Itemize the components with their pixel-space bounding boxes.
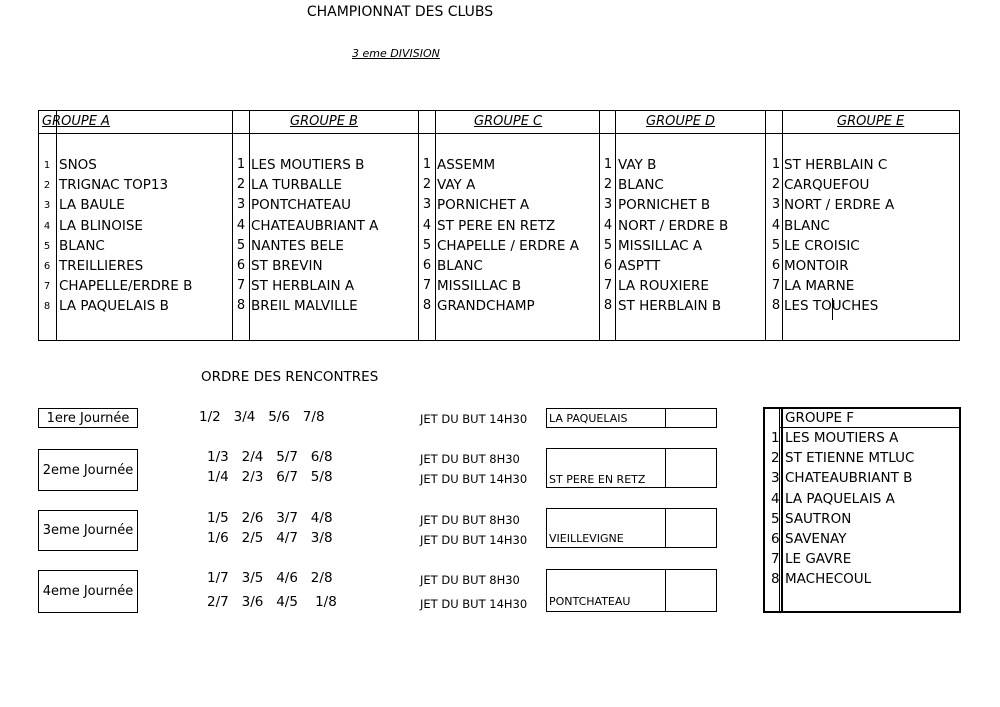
groupe-f-rank: 8 <box>771 571 780 588</box>
team-rank: 4 <box>422 217 432 233</box>
groupe-f-team: LE GAVRE <box>785 551 852 568</box>
team-name: ST HERBLAIN A <box>251 278 355 295</box>
group-header: GROUPE C <box>474 114 543 129</box>
journee-label: 4eme Journée <box>38 570 138 613</box>
team-name: LES TOUCHES <box>784 298 879 315</box>
team-name: CHATEAUBRIANT A <box>251 217 379 234</box>
groupe-f-divider <box>781 409 783 611</box>
journee-label: 2eme Journée <box>38 449 138 491</box>
text-cursor <box>832 298 833 320</box>
team-rank: 2 <box>422 177 432 193</box>
team-rank: 7 <box>43 281 51 293</box>
match-pairings: 1/7 3/5 4/6 2/8 <box>207 570 333 586</box>
groupe-f-rank: 6 <box>771 531 780 547</box>
journee-label: 1ere Journée <box>38 408 138 428</box>
team-rank: 4 <box>43 220 51 232</box>
venue-box-divider <box>665 509 666 547</box>
jet-du-but-time: JET DU BUT 14H30 <box>420 412 528 426</box>
groupe-f-rank: 5 <box>771 510 780 527</box>
groupe-f-team: LES MOUTIERS A <box>785 430 899 446</box>
groupe-f-title: GROUPE F <box>785 410 855 426</box>
venue-name: ST PERE EN RETZ <box>549 473 646 486</box>
team-rank: 7 <box>771 278 781 294</box>
jet-du-but-time: JET DU BUT 8H30 <box>420 573 520 587</box>
team-name: ST HERBLAIN B <box>618 298 722 315</box>
venue-box-divider <box>665 449 666 487</box>
groupe-f-team: CHATEAUBRIANT B <box>785 470 913 487</box>
team-name: GRANDCHAMP <box>437 298 535 315</box>
team-rank: 7 <box>603 278 613 294</box>
venue-name: LA PAQUELAIS <box>549 412 628 425</box>
team-rank: 7 <box>422 278 432 294</box>
team-rank: 4 <box>603 217 613 233</box>
group-separator <box>765 111 766 340</box>
groupe-f-team: SAUTRON <box>785 510 852 527</box>
venue-name: PONTCHATEAU <box>549 595 631 608</box>
team-rank: 1 <box>422 157 432 172</box>
groupe-f-rank: 7 <box>771 551 780 568</box>
number-column-divider <box>615 111 616 340</box>
team-rank: 7 <box>236 278 246 294</box>
team-name: LA MARNE <box>784 278 855 295</box>
team-rank: 3 <box>43 200 51 212</box>
groupe-f-table <box>763 407 961 613</box>
match-pairings: 1/4 2/3 6/7 5/8 <box>207 469 333 485</box>
match-pairings: 2/7 3/6 4/5 1/8 <box>207 594 337 610</box>
jet-du-but-time: JET DU BUT 8H30 <box>420 452 520 466</box>
groupe-f-team: LA PAQUELAIS A <box>785 490 895 507</box>
groupe-f-rank: 1 <box>771 430 780 446</box>
team-name: CHAPELLE / ERDRE A <box>437 237 579 254</box>
team-rank: 1 <box>236 157 246 172</box>
team-rank: 4 <box>771 217 781 233</box>
team-rank: 8 <box>422 298 432 314</box>
team-rank: 8 <box>771 298 781 314</box>
team-rank: 2 <box>603 177 613 193</box>
match-pairings: 1/5 2/6 3/7 4/8 <box>207 510 333 526</box>
team-rank: 6 <box>422 258 432 273</box>
team-rank: 5 <box>43 240 51 252</box>
team-rank: 4 <box>236 217 246 233</box>
team-rank: 5 <box>422 237 432 253</box>
team-name: LES MOUTIERS B <box>251 157 365 173</box>
group-separator <box>418 111 419 340</box>
groupe-f-header-divider <box>779 427 959 428</box>
jet-du-but-time: JET DU BUT 8H30 <box>420 513 520 527</box>
team-rank: 5 <box>603 237 613 253</box>
team-rank: 3 <box>236 197 246 213</box>
team-name: NANTES BELE <box>251 237 344 254</box>
team-rank: 6 <box>603 258 613 273</box>
document-title: CHAMPIONNAT DES CLUBS <box>306 4 494 20</box>
group-header: GROUPE E <box>837 114 905 129</box>
team-name: LA TURBALLE <box>251 177 342 194</box>
team-name: SNOS <box>59 157 97 173</box>
team-rank: 1 <box>43 160 51 171</box>
team-name: PONTCHATEAU <box>251 197 351 214</box>
team-name: ST PERE EN RETZ <box>437 217 556 234</box>
team-name: TREILLIERES <box>59 258 144 274</box>
ordre-title: ORDRE DES RENCONTRES <box>201 369 379 385</box>
group-separator <box>232 111 233 340</box>
team-name: ST HERBLAIN C <box>784 157 888 173</box>
team-name: BLANC <box>618 177 664 194</box>
header-divider <box>39 133 959 134</box>
team-name: LA ROUXIERE <box>618 278 709 295</box>
team-rank: 2 <box>771 177 781 193</box>
group-header: GROUPE B <box>290 114 358 129</box>
groupe-f-rank: 2 <box>771 450 780 467</box>
team-rank: 1 <box>771 157 781 172</box>
team-name: MISSILLAC A <box>618 237 703 254</box>
group-separator <box>599 111 600 340</box>
jet-du-but-time: JET DU BUT 14H30 <box>420 472 528 486</box>
team-name: NORT / ERDRE B <box>618 217 729 234</box>
team-rank: 8 <box>236 298 246 314</box>
venue-box-divider <box>665 570 666 611</box>
team-name: LA PAQUELAIS B <box>59 298 169 315</box>
team-name: PORNICHET A <box>437 197 530 214</box>
groupe-f-team: ST ETIENNE MTLUC <box>785 450 915 467</box>
team-rank: 3 <box>771 197 781 213</box>
team-name: MONTOIR <box>784 258 849 274</box>
groupe-f-rank: 4 <box>771 490 780 507</box>
groupe-f-team: MACHECOUL <box>785 571 872 588</box>
team-name: TRIGNAC TOP13 <box>59 177 169 194</box>
team-name: ST BREVIN <box>251 258 323 274</box>
team-name: CHAPELLE/ERDRE B <box>59 278 193 295</box>
number-column-divider <box>435 111 436 340</box>
group-header: GROUPE A <box>42 114 110 129</box>
team-rank: 2 <box>43 180 51 192</box>
team-name: ASSEMM <box>437 157 496 173</box>
team-rank: 6 <box>236 258 246 273</box>
groupe-f-rank: 3 <box>771 470 780 487</box>
match-pairings: 1/6 2/5 4/7 3/8 <box>207 530 333 546</box>
group-header: GROUPE D <box>646 114 716 129</box>
team-rank: 6 <box>771 258 781 273</box>
team-rank: 8 <box>603 298 613 314</box>
team-name: LA BAULE <box>59 197 125 214</box>
number-column-divider <box>56 111 57 340</box>
team-rank: 3 <box>422 197 432 213</box>
groups-table <box>38 110 960 341</box>
team-name: PORNICHET B <box>618 197 711 214</box>
team-name: LA BLINOISE <box>59 217 143 234</box>
team-rank: 2 <box>236 177 246 193</box>
team-name: ASPTT <box>618 258 661 274</box>
number-column-divider <box>782 111 783 340</box>
jet-du-but-time: JET DU BUT 14H30 <box>420 533 528 547</box>
venue-box-divider <box>665 409 666 427</box>
division-subtitle: 3 eme DIVISION <box>352 47 440 60</box>
match-pairings: 1/2 3/4 5/6 7/8 <box>199 409 325 425</box>
team-name: VAY A <box>437 177 476 194</box>
team-name: BREIL MALVILLE <box>251 298 358 315</box>
match-pairings: 1/3 2/4 5/7 6/8 <box>207 449 333 465</box>
team-name: LE CROISIC <box>784 237 860 254</box>
team-name: MISSILLAC B <box>437 278 522 295</box>
team-rank: 5 <box>236 237 246 253</box>
team-rank: 1 <box>603 157 613 172</box>
team-rank: 8 <box>43 301 51 313</box>
groupe-f-team: SAVENAY <box>785 531 847 547</box>
journee-label: 3eme Journée <box>38 510 138 551</box>
team-rank: 5 <box>771 237 781 253</box>
team-name: BLANC <box>59 237 105 254</box>
venue-name: VIEILLEVIGNE <box>549 532 624 545</box>
team-rank: 3 <box>603 197 613 213</box>
team-name: BLANC <box>784 217 830 234</box>
team-name: BLANC <box>437 258 483 274</box>
team-name: CARQUEFOU <box>784 177 870 194</box>
team-name: NORT / ERDRE A <box>784 197 895 214</box>
jet-du-but-time: JET DU BUT 14H30 <box>420 597 528 611</box>
team-name: VAY B <box>618 157 657 173</box>
number-column-divider <box>249 111 250 340</box>
team-rank: 6 <box>43 261 51 272</box>
